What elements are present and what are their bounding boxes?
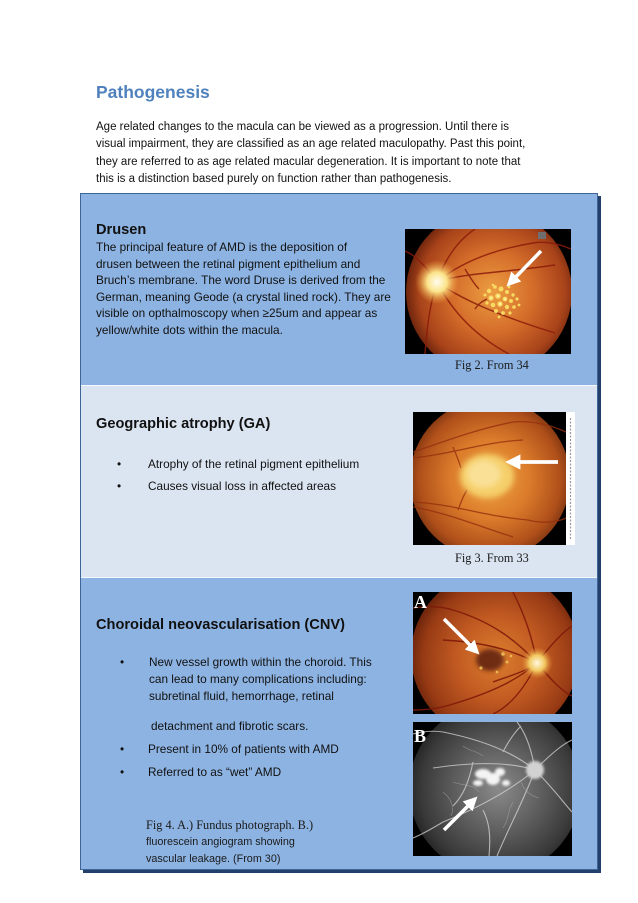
panel-label-a: A: [414, 592, 427, 612]
leakage: [502, 780, 510, 786]
optic-disc: [415, 260, 459, 304]
druse: [505, 290, 509, 294]
fig4b-angiogram: [413, 722, 572, 856]
paragraph-line: yellow/white dots within the macula.: [96, 322, 283, 337]
paragraph-line: Bruch’s membrane. The word Druse is derived from the: [96, 273, 386, 288]
druse: [508, 286, 511, 289]
druse-highlight: [499, 303, 501, 305]
cnv-box: [81, 577, 597, 869]
drusen-heading: Drusen: [96, 222, 147, 238]
exudate: [510, 655, 513, 658]
druse: [491, 303, 496, 308]
exudate: [479, 666, 482, 669]
atrophy-core: [467, 460, 501, 488]
druse-highlight: [490, 297, 492, 299]
leakage: [473, 780, 483, 786]
fig3-fundus-photo: [413, 412, 575, 545]
druse: [505, 305, 509, 309]
caption-line: vascular leakage. (From 30): [146, 853, 281, 865]
druse: [499, 287, 504, 292]
bullet-item: Referred to as “wet” AMD: [148, 765, 282, 779]
paragraph-line: The principal feature of AMD is the deposition of: [96, 240, 348, 254]
druse: [498, 316, 501, 319]
bullet-dot: •: [117, 457, 122, 471]
bullet-dot: •: [120, 655, 125, 669]
druse: [518, 304, 521, 307]
druse: [511, 293, 514, 296]
optic-disc: [526, 761, 544, 779]
bullet-line: detachment and fibrotic scars.: [151, 719, 309, 733]
bullet-dot: •: [120, 742, 125, 756]
caption-line: fluorescein angiogram showing: [146, 836, 295, 848]
bullet-line: subretinal fluid, hemorrhage, retinal: [149, 689, 334, 703]
druse: [512, 305, 516, 309]
paragraph-line: drusen between the retinal pigment epithelium and: [96, 256, 361, 271]
bullet-item: Causes visual loss in affected areas: [148, 479, 336, 493]
caption-line: Fig 4. A.) Fundus photograph. B.): [146, 818, 314, 832]
bullet-item: Present in 10% of patients with AMD: [148, 742, 339, 756]
fig2-fundus-photo: [405, 229, 571, 354]
figure-caption: [146, 817, 313, 868]
druse: [509, 299, 513, 303]
ga-heading: Geographic atrophy (GA): [96, 416, 271, 432]
cnv-heading: Choroidal neovascularisation (CNV): [96, 617, 345, 633]
paragraph-line: German, meaning Geode (a crystal lined rock). They are: [96, 289, 391, 304]
bullet-item: [149, 654, 372, 705]
druse-highlight: [504, 298, 506, 300]
paragraph-line: visual impairment, they are classified as an age related maculopathy. Past this point,: [96, 138, 526, 151]
druse: [508, 311, 511, 314]
figure-caption: Fig 3. From 33: [455, 551, 529, 565]
paragraph-line: they are referred to as age related macular degeneration. It is important to note that: [96, 155, 521, 168]
drusen-box: [81, 194, 597, 385]
exudate: [496, 671, 499, 674]
geographic-atrophy-box: [81, 385, 597, 577]
drusen-paragraph: [96, 239, 391, 339]
figure-caption: Fig 2. From 34: [455, 358, 529, 372]
exudate: [506, 661, 509, 664]
druse: [485, 301, 488, 304]
bullet-line: New vessel growth within the choroid. This: [149, 655, 372, 669]
feature-boxes: [80, 193, 598, 870]
leakage: [495, 768, 505, 776]
optic-disc: [521, 647, 553, 679]
bullet-dot: •: [120, 765, 125, 779]
fundus: [413, 722, 572, 856]
exudate: [501, 652, 505, 656]
druse: [487, 289, 491, 293]
paragraph-line: visible on opthalmoscopy when ≥25um and appear as: [96, 306, 378, 321]
bullet-item: Atrophy of the retinal pigment epithelium: [148, 457, 360, 471]
fig4a-fundus-photo: [413, 592, 572, 714]
druse: [492, 284, 495, 287]
druse: [501, 311, 505, 315]
section-title: Pathogenesis: [96, 82, 210, 102]
photo-corner-mark: [538, 232, 546, 239]
druse: [484, 294, 487, 297]
druse: [515, 297, 518, 300]
bullet-dot: •: [117, 479, 122, 493]
druse: [494, 309, 498, 313]
bullet-line: can lead to many complications including:: [149, 672, 367, 686]
panel-label-b: B: [414, 726, 427, 746]
druse-highlight: [497, 295, 499, 297]
paragraph-line: Age related changes to the macula can be viewed as a progression. Until there is: [96, 121, 509, 133]
paragraph-line: this is a distinction based purely on function rather than pathogenesis.: [96, 172, 452, 185]
intro-paragraph: [96, 119, 525, 188]
